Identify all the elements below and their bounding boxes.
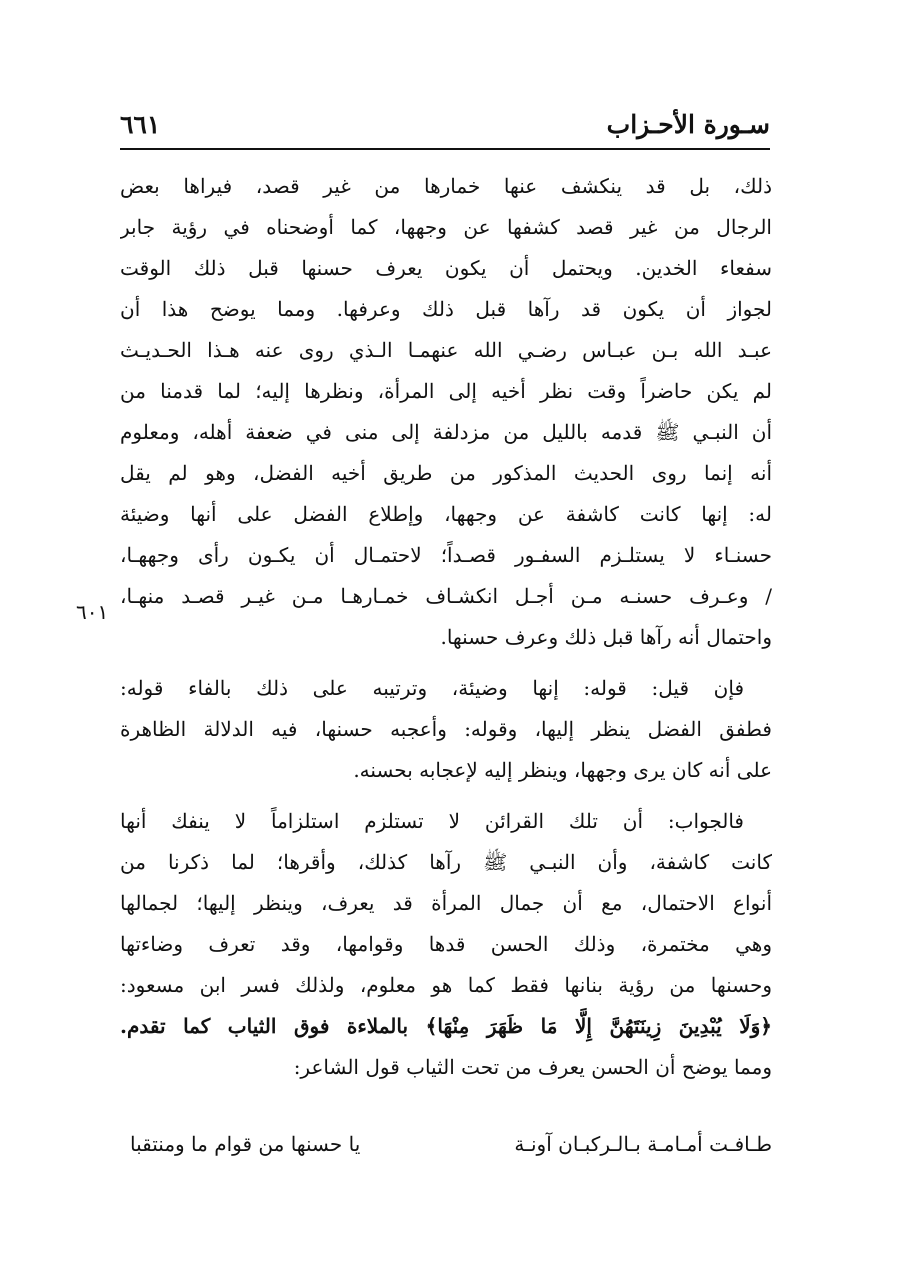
text-line: لم يكن حاضراً وقت نظر أخيه إلى المرأة، ونظرها إليه؛ لما قدمنا من	[120, 379, 772, 403]
text-line: كانت كاشفة، وأن النبـي ﷺ رآها كذلك، وأقرها؛ لما ذكرنا من	[120, 850, 772, 874]
text-line: له: إنها كانت كاشفة عن وجهها، وإطلاع الفضل على أنها وضيئة	[120, 502, 772, 526]
page-header	[120, 108, 770, 150]
text-line: / وعـرف حسنـه مـن أجـل انكشـاف خمـارهـا مـن غيـر قصـد منهـا،	[120, 584, 772, 608]
page-number: ٦٦١	[120, 110, 161, 139]
text-line: حسنـاء لا يستلـزم السفـور قصـداً؛ لاحتمـال أن يكـون رأى وجههـا،	[120, 543, 772, 567]
text-line: فطفق الفضل ينظر إليها، وقوله: وأعجبه حسنها، فيه الدلالة الظاهرة	[120, 717, 772, 741]
verse-first-hemistich: طـافـت أمـامـة بـالـركبـان آونـة	[514, 1132, 772, 1156]
text-line: أنه إنما روى الحديث المذكور من طريق أخيه الفضل، وهو لم يقل	[120, 461, 772, 485]
page-body	[120, 166, 772, 1088]
text-line: الرجال من غير قصد كشفها عن وجهها، كما أوضحناه في رؤية جابر	[120, 215, 772, 239]
text-line: فإن قيل: قوله: إنها وضيئة، وترتيبه على ذلك بالفاء قوله:	[120, 676, 744, 700]
text-line: ذلك، بل قد ينكشف عنها خمارها من غير قصد، فيراها بعض	[120, 174, 772, 198]
text-line: سفعاء الخدين. ويحتمل أن يكون يعرف حسنها قبل ذلك الوقت	[120, 256, 772, 280]
quran-citation-line: ﴿وَلَا يُبْدِينَ زِينَتَهُنَّ إِلَّا مَا ظَهَرَ مِنْهَا﴾ بالملاءة فوق الثياب كما تقدم.	[120, 1014, 772, 1038]
poetry-verse	[120, 1124, 772, 1165]
margin-page-reference: ٦٠١	[76, 600, 109, 624]
text-line: عبـد الله بـن عبـاس رضـي الله عنهمـا الـذي روى عنه هـذا الحـديـث	[120, 338, 772, 362]
text-line: على أنه كان يرى وجهها، وينظر إليه لإعجابه بحسنه.	[353, 758, 772, 782]
text-line: أنواع الاحتمال، مع أن جمال المرأة قد يعرف، وينظر إليها؛ لجمالها	[120, 891, 772, 915]
text-line: لجواز أن يكون قد رآها قبل ذلك وعرفها. ومما يوضح هذا أن	[120, 297, 772, 321]
text-line: أن النبـي ﷺ قدمه بالليل من مزدلفة إلى منى في ضعفة أهله، ومعلوم	[120, 420, 772, 444]
surah-title: سـورة الأحـزاب	[606, 110, 770, 139]
text-line: وهي مختمرة، وذلك الحسن قدها وقوامها، وقد تعرف وضاءتها	[120, 932, 772, 956]
paragraph-gap	[120, 658, 772, 668]
text-line: وحسنها من رؤية بنانها فقط كما هو معلوم، ولذلك فسر ابن مسعود:	[120, 973, 772, 997]
verse-second-hemistich: يا حسنها من قوام ما ومنتقبا	[130, 1132, 361, 1156]
text-line: واحتمال أنه رآها قبل ذلك وعرف حسنها.	[440, 625, 772, 649]
paragraph-gap	[120, 791, 772, 801]
text-line: ومما يوضح أن الحسن يعرف من تحت الثياب قول الشاعر:	[293, 1055, 772, 1079]
text-line: فالجواب: أن تلك القرائن لا تستلزم استلزاماً لا ينفك أنها	[120, 809, 744, 833]
